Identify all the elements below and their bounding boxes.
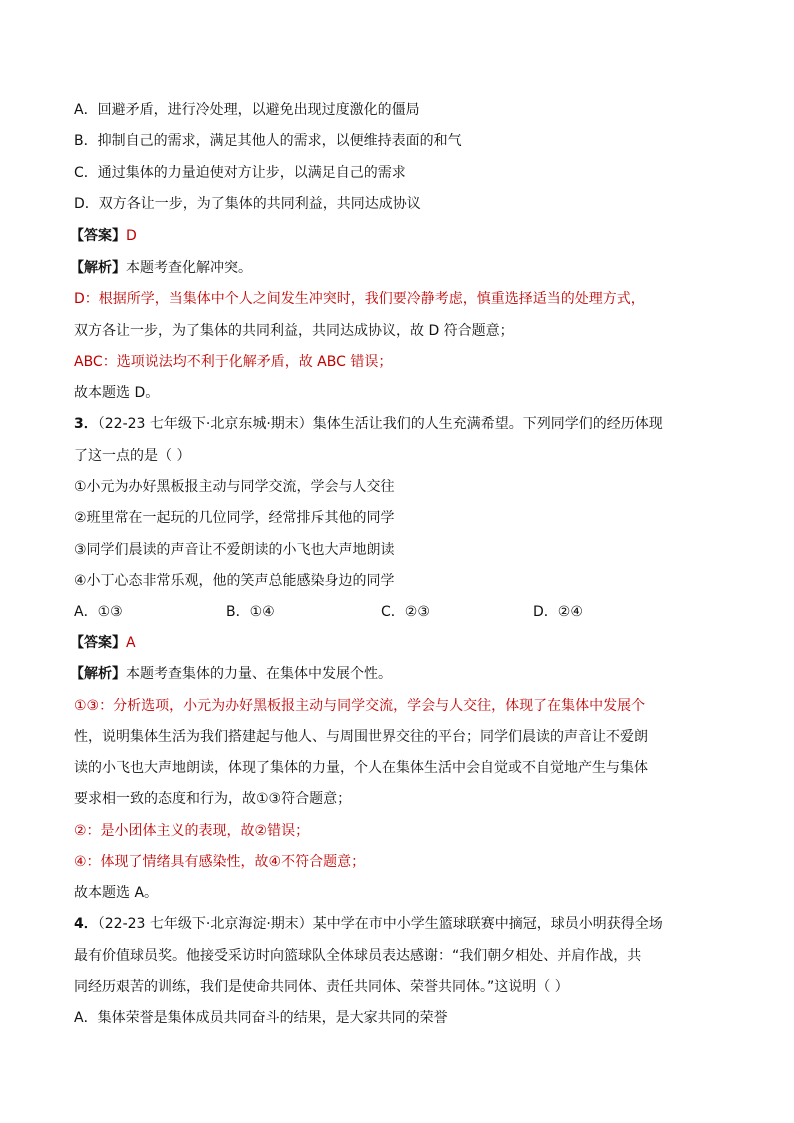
q2-analysis-line: ABC：选项说法均不利于化解矛盾，故 ABC 错误；	[74, 354, 393, 370]
q3-analysis-line: ②：是小团体主义的表现，故②错误；	[74, 823, 310, 839]
q4-stem-line: 4．（22-23 七年级下·北京海淀·期末）某中学在市中小学生篮球联赛中摘冠，球员小明获得全场	[74, 916, 663, 932]
analysis-intro: 本题考查化解冲突。	[126, 260, 252, 276]
q3-item: ④小丁心态非常乐观，他的笑声总能感染身边的同学	[74, 573, 395, 589]
analysis-intro: 本题考查集体的力量、在集体中发展个性。	[126, 666, 392, 682]
q3-stem-line: 3．（22-23 七年级下·北京东城·期末）集体生活让我们的人生充满希望。下列同学们的经历体现	[74, 416, 663, 432]
q4-stem-line: 最有价值球员奖。他接受采访时向篮球队全体球员表达感谢：“我们朝夕相处、并肩作战，共	[74, 948, 642, 964]
q3-analysis-line: ④：体现了情绪具有感染性，故④不符合题意；	[74, 854, 366, 870]
q3-item: ③同学们晨读的声音让不爱朗读的小飞也大声地朗读	[74, 542, 395, 558]
answer-label: 【答案】	[70, 635, 126, 651]
q3-conclusion: 故本题选 A。	[74, 885, 159, 901]
answer-label: 【答案】	[70, 228, 126, 244]
q4-option-a: A．集体荣誉是集体成员共同奋斗的结果，是大家共同的荣誉	[74, 1010, 448, 1026]
question-number: 3．	[74, 416, 98, 432]
analysis-label: 【解析】	[70, 260, 126, 276]
q3-item: ①小元为办好黑板报主动与同学交流，学会与人交往	[74, 479, 395, 495]
q2-answer	[70, 226, 137, 246]
question-number: 4．	[74, 916, 98, 932]
q3-analysis-line: ①③：分析选项，小元为办好黑板报主动与同学交流，学会与人交往，体现了在集体中发展个	[74, 698, 646, 714]
q3-choice-d: D．②④	[533, 604, 583, 620]
analysis-label: 【解析】	[70, 666, 126, 682]
q2-option-c: C．通过集体的力量迫使对方让步，以满足自己的需求	[74, 165, 406, 181]
answer-value: A	[126, 635, 136, 651]
q3-analysis-line: 读的小飞也大声地朗读，体现了集体的力量，个人在集体生活中会自觉或不自觉地产生与集体	[74, 760, 648, 776]
q3-analysis-line: 性，说明集体生活为我们搭建起与他人、与周围世界交往的平台；同学们晨读的声音让不爱朗	[74, 729, 648, 745]
q2-conclusion: 故本题选 D。	[74, 385, 160, 401]
q3-item: ②班里常在一起玩的几位同学，经常排斥其他的同学	[74, 510, 395, 526]
q3-analysis	[70, 664, 392, 684]
answer-value: D	[126, 228, 137, 244]
q3-choices	[74, 602, 734, 622]
q3-choice-b: B．①④	[226, 604, 275, 620]
q3-choice-c: C．②③	[381, 604, 430, 620]
q2-option-b: B．抑制自己的需求，满足其他人的需求，以便维持表面的和气	[74, 133, 462, 149]
q2-analysis-line: 双方各让一步，为了集体的共同利益，共同达成协议，故 D 符合题意；	[74, 323, 514, 339]
q2-option-a: A．回避矛盾，进行冷处理，以避免出现过度激化的僵局	[74, 102, 420, 118]
q2-option-d: D．双方各让一步，为了集体的共同利益，共同达成协议	[74, 196, 421, 212]
q3-analysis-line: 要求相一致的态度和行为，故①③符合题意；	[74, 791, 352, 807]
q4-stem-line: 同经历艰苦的训练，我们是使命共同体、责任共同体、荣誉共同体。”这说明（ ）	[74, 979, 569, 995]
q3-stem-line: 了这一点的是（ ）	[74, 448, 191, 464]
q3-answer	[70, 633, 136, 653]
q2-analysis	[70, 258, 252, 278]
q2-analysis-line: D：根据所学，当集体中个人之间发生冲突时，我们要冷静考虑，慎重选择适当的处理方式，	[74, 291, 645, 307]
q3-choice-a: A．①③	[74, 604, 123, 620]
